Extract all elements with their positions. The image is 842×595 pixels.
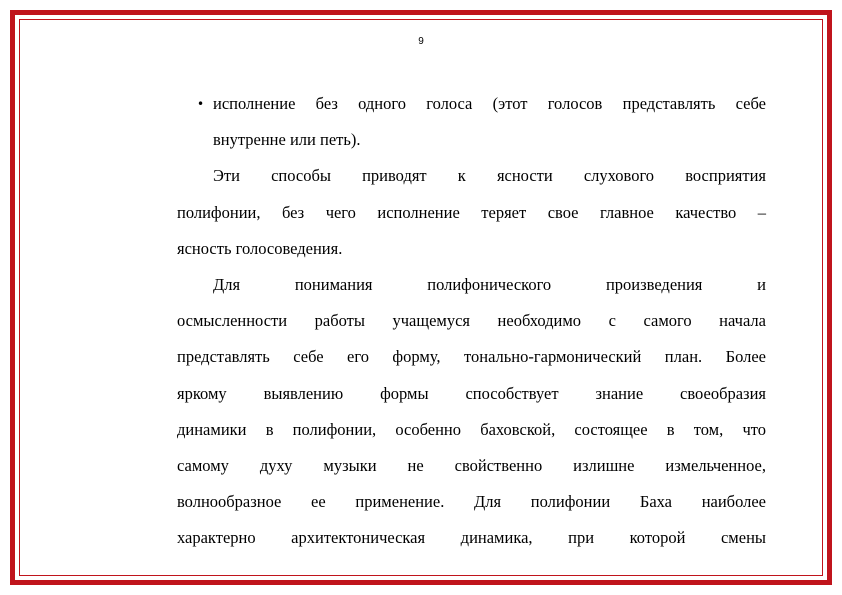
text-line: характерно архитектоническая динамика, при которой смены xyxy=(177,528,766,548)
body-text xyxy=(177,86,766,556)
text-line: динамики в полифонии, особенно баховской, состоящее в том, что xyxy=(177,419,766,439)
text-line: Для понимания полифонического произведения и xyxy=(213,274,766,294)
page-number: 9 xyxy=(418,36,424,47)
text-line: полифонии, без чего исполнение теряет свое главное качество – xyxy=(177,202,766,222)
text-line: представлять себе его форму, тонально-гармонический план. Более xyxy=(177,347,766,367)
text-line: самому духу музыки не свойственно излишне измельченное, xyxy=(177,455,766,475)
text-line: исполнение без одного голоса (этот голосов представлять себе xyxy=(213,94,766,113)
text-line: ясность голосоведения. xyxy=(177,238,343,258)
text-line: осмысленности работы учащемуся необходимо с самого начала xyxy=(177,311,766,331)
text-line: яркому выявлению формы способствует знание своеобразия xyxy=(177,383,766,403)
text-line: внутренне или петь). xyxy=(213,130,361,150)
text-line: Эти способы приводят к ясности слухового восприятия xyxy=(213,166,766,186)
bullet-item xyxy=(177,86,766,122)
bullet-icon: • xyxy=(197,97,205,111)
text-line: волнообразное ее применение. Для полифонии Баха наиболее xyxy=(177,492,766,512)
